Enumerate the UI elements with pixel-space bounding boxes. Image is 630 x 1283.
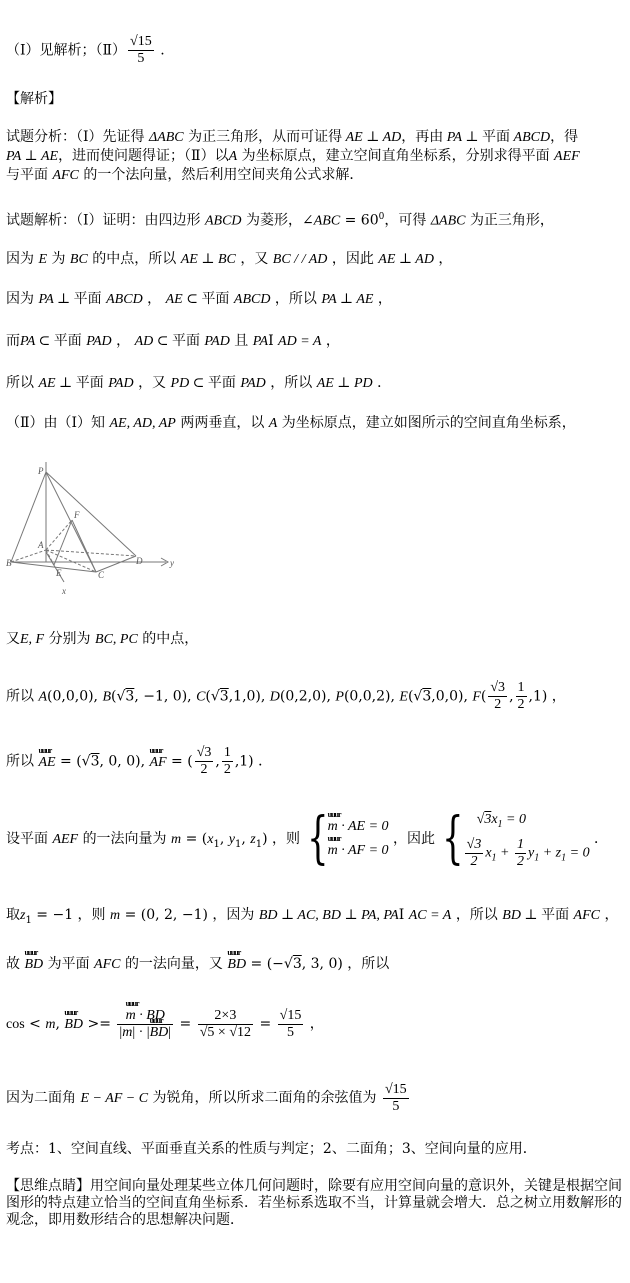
label-E: E bbox=[56, 568, 62, 578]
answer-den: 5 bbox=[137, 51, 145, 66]
label-y: y bbox=[170, 558, 174, 568]
sol-text: 因为二面角 bbox=[6, 1090, 76, 1106]
sol-text: 为 bbox=[51, 251, 66, 267]
sol-text: ，所以 bbox=[347, 956, 390, 972]
tip-paragraph: 【思维点睛】用空间向量处理某些立体几何问题时，除要有应用空间向量的意识外，关键是根据空间图形的特点建立恰当的空间直角坐标系．若坐标系选取不当，计算量就会增大．总之树立用数解形的观念，即用数形结合的思想解决问题． bbox=[6, 1178, 622, 1228]
analysis-text-8: 与平面 bbox=[6, 167, 48, 183]
sol-text: 平面 bbox=[201, 291, 230, 307]
sol-text: 因为 bbox=[6, 251, 34, 267]
sol-text: 所以 bbox=[6, 688, 34, 705]
solution-line-1: 试题解析：（Ⅰ）证明：由四边形 ABCD 为菱形，∠ABC = $60^0$，可得 ΔABC 为正三角形， bbox=[6, 212, 554, 229]
sol-text: 平面 bbox=[53, 333, 82, 349]
sol-text: 平面 bbox=[75, 375, 104, 391]
section-heading: 【解析】 bbox=[6, 91, 62, 107]
sol-text: ，所以 bbox=[270, 375, 313, 391]
analysis-text-6: ，进而使问题得证；（Ⅱ）以 bbox=[58, 148, 229, 164]
answer-line bbox=[6, 34, 626, 67]
sol-text: 平面 bbox=[171, 333, 200, 349]
analysis-text-9: 的一个法向量，然后利用空间夹角公式求解． bbox=[83, 167, 364, 183]
sol-text: 为坐标原点，建立如图所示的空间直角坐标系， bbox=[281, 415, 576, 431]
edge-FE bbox=[54, 520, 72, 565]
sol-text: ，所以 bbox=[274, 291, 317, 307]
sol-text: ，因为 bbox=[212, 907, 255, 923]
analysis-text-7: 为坐标原点，建立空间直角坐标系，分别求得平面 bbox=[241, 148, 550, 164]
solution-line-11: 取$z_1 = -1$ ，则 m = (0, 2, −1) ，因为 BD ⊥ AC, BD ⊥ PA, PAI AC = A ，所以 BD ⊥ 平面 AFC ， bbox=[6, 907, 619, 926]
sol-text: 平面 bbox=[207, 375, 236, 391]
sol-text: 又 bbox=[6, 631, 20, 647]
solution-line-12: 故 uuur BD 为平面 AFC 的一法向量，又 uuur BD = (−√3, 3, 0) ，所以 bbox=[6, 955, 626, 974]
sol-text: 取 bbox=[6, 907, 20, 923]
sol-text: 为平面 bbox=[47, 956, 90, 972]
sol-text: 为菱形， bbox=[246, 212, 302, 229]
sol-text: 两两垂直，以 bbox=[180, 415, 265, 431]
analysis-text-5: ，得 bbox=[550, 129, 579, 145]
sol-text: ，则 bbox=[77, 907, 106, 923]
sol-text: 试题解析：（Ⅰ）证明：由四边形 bbox=[6, 212, 201, 229]
answer-end: . bbox=[160, 42, 165, 59]
label-D: D bbox=[136, 556, 143, 566]
solution-line-13: cos < m, uuur BD >= uuur $\frac{m \cdot BD}{\text{|m| · |uuur BD|}}$ = $\frac{2\times 3}{√5 \times √12}$ = $\frac{√15}{5}$ ， bbox=[6, 1004, 626, 1045]
solution-line-3: 因为 PA ⊥ 平面 ABCD ， AE ⊂ 平面 ABCD ，所以 PA ⊥ AE ， bbox=[6, 291, 392, 307]
sol-text: 所以 bbox=[6, 375, 34, 391]
sol-text: 的中点， bbox=[142, 631, 199, 647]
sol-text: 分别为 bbox=[48, 631, 91, 647]
analysis-text-4: 平面 bbox=[482, 129, 511, 145]
analysis-paragraph: 试题分析：（Ⅰ）先证得 ΔABC 为正三角形，从而可证得 AE ⊥ AD，再由 PA ⊥ 平面 ABCD，得 PA ⊥ AE，进而使问题得证；（Ⅱ）以A 为坐标原点，建立空间直角坐标系，分别求得平面 AEF 与平面 AFC 的一个法向量，然后利用空间夹角公式求解． bbox=[6, 129, 580, 183]
sol-text: ，因此 bbox=[393, 831, 435, 848]
sol-text: 而 bbox=[6, 333, 20, 349]
label-x: x bbox=[62, 586, 66, 596]
solution-line-10: 设平面 AEF 的一法向量为 $m = (x_1$, $y_1$, $z_1$) ，则 { uuur m · AE = 0 uuur m · AF = 0 ，因此 { $√3x_1 = 0$ $\frac{√3}{2}$ $x_1$ + $\frac{1}{2}$ $y_1 + z_1 = 0$ ． bbox=[6, 808, 626, 875]
sol-text: ，又 bbox=[240, 251, 269, 267]
label-P: P bbox=[38, 466, 44, 476]
sol-text: 的一法向量，又 bbox=[124, 956, 223, 972]
answer-fraction bbox=[128, 34, 154, 67]
solution-line-9: 所以 uuur AE = (√3, 0, 0), uuur AF = ( $\frac{√3}{2}$ , $\frac{1}{2}$ ,1) ． bbox=[6, 745, 626, 779]
sol-text: 因为 bbox=[6, 291, 34, 307]
answer-prefix: （Ⅰ）见解析；（Ⅱ） bbox=[6, 42, 127, 59]
sol-text: 为锐角，所以所求二面角的余弦值为 bbox=[152, 1090, 377, 1106]
sol-text: ，又 bbox=[138, 375, 167, 391]
answer-num: √15 bbox=[130, 34, 152, 49]
sol-text: （Ⅱ）由（Ⅰ）知 bbox=[6, 415, 106, 431]
label-F: F bbox=[74, 510, 80, 520]
edge-PD bbox=[46, 472, 136, 556]
sol-text: 平面 bbox=[73, 291, 102, 307]
edge-FC bbox=[72, 520, 96, 572]
analysis-text-1: 试题分析：（Ⅰ）先证得 bbox=[6, 129, 145, 145]
sol-text: 的中点，所以 bbox=[92, 251, 177, 267]
sol-text: 为正三角形， bbox=[469, 212, 554, 229]
edge-AF bbox=[46, 520, 72, 550]
solution-line-6: （Ⅱ）由（Ⅰ）知 AE, AD, AP 两两垂直，以 A 为坐标原点，建立如图所示的空间直角坐标系， bbox=[6, 415, 576, 431]
sol-text: 故 bbox=[6, 956, 20, 972]
sol-text: 所以 bbox=[6, 753, 34, 770]
sol-text: 设平面 bbox=[6, 831, 48, 848]
solution-line-7: 又E, F 分别为 BC, PC 的中点， bbox=[6, 631, 199, 647]
kaodian-line: 考点：1、空间直线、平面垂直关系的性质与判定；2、二面角；3、空间向量的应用． bbox=[6, 1141, 537, 1157]
sol-text: ，所以 bbox=[455, 907, 498, 923]
solution-line-14: 因为二面角 E − AF − C 为锐角，所以所求二面角的余弦值为 $\frac{√15}{5}$ bbox=[6, 1081, 407, 1114]
sol-text: 平面 bbox=[541, 907, 570, 923]
analysis-text-2: 为正三角形，从而可证得 bbox=[188, 129, 343, 145]
solution-line-8: 所以 A(0,0,0), B(√3, −1, 0), C(√3,1,0), D(0,2,0), P(0,0,2), E(√3,0,0), F( $\frac{√3}{2}$ , $\frac{1}{2}$ ,1) ， bbox=[6, 680, 566, 712]
sol-text: ， bbox=[147, 291, 162, 307]
sol-text: ，因此 bbox=[331, 251, 374, 267]
edge-AB bbox=[11, 550, 46, 562]
solution-line-2: 因为 E 为 BC 的中点，所以 AE ⊥ BC ，又 BC / / AD ，因此 AE ⊥ AD ， bbox=[6, 251, 453, 267]
sol-text: 的一法向量为 bbox=[82, 831, 167, 848]
sol-text: ，则 bbox=[271, 831, 300, 848]
label-B: B bbox=[6, 558, 12, 568]
sol-text: ，可得 bbox=[384, 212, 427, 229]
sol-text: 且 bbox=[234, 333, 249, 349]
solution-line-4: 而PA ⊂ 平面 PAD ， AD ⊂ 平面 PAD 且 PAI AD = A ， bbox=[6, 333, 340, 349]
label-C: C bbox=[98, 570, 105, 580]
analysis-text-3: ，再由 bbox=[401, 129, 444, 145]
label-A: A bbox=[38, 540, 44, 550]
pyramid-figure bbox=[6, 452, 182, 604]
solution-line-5: 所以 AE ⊥ 平面 PAD ，又 PD ⊂ 平面 PAD ，所以 AE ⊥ PD ． bbox=[6, 375, 392, 391]
